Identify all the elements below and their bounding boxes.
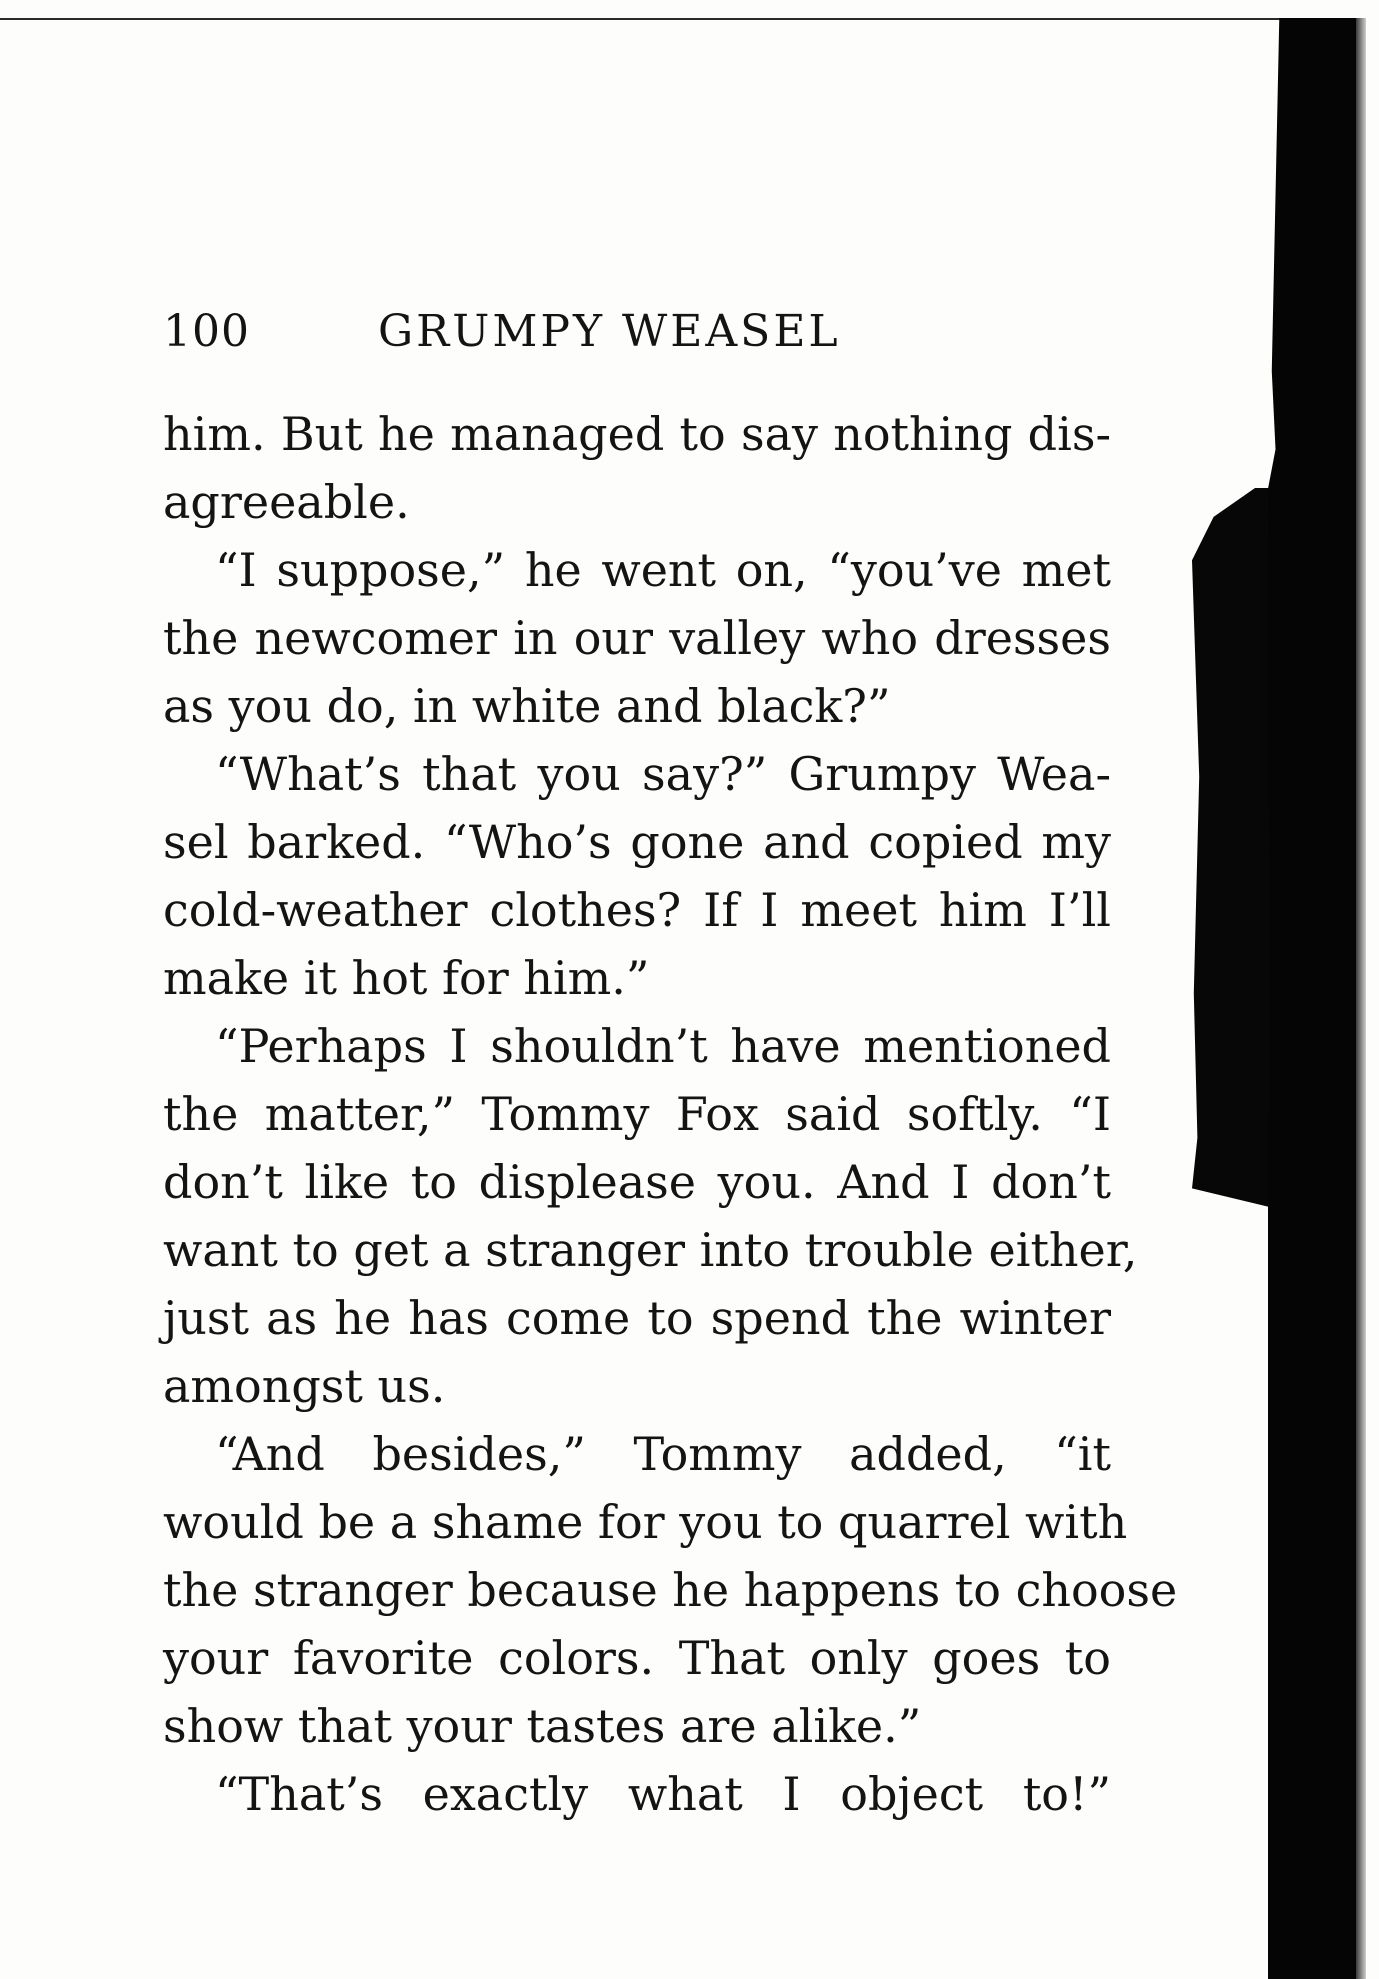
text-line: show that your tastes are alike.” <box>163 1699 922 1753</box>
text-line: “Perhaps I shouldn’t have mentioned <box>215 1019 1111 1073</box>
text-line: “And besides,” Tommy added, “it <box>215 1427 1111 1481</box>
text-line: “That’s exactly what I object to!” <box>215 1767 1111 1821</box>
text-line: amongst us. <box>163 1359 446 1413</box>
text-line: want to get a stranger into trouble either, <box>163 1223 1138 1277</box>
text-line: agreeable. <box>163 475 410 529</box>
text-line: cold-weather clothes? If I meet him I’ll <box>163 883 1111 937</box>
text-line: the newcomer in our valley who dresses <box>163 611 1111 665</box>
text-line: as you do, in white and black?” <box>163 679 891 733</box>
running-head <box>163 302 1123 362</box>
text-line: “What’s that you say?” Grumpy Wea- <box>215 747 1111 801</box>
text-line: would be a shame for you to quarrel with <box>163 1495 1128 1549</box>
body-text <box>163 400 1178 1828</box>
text-line: the matter,” Tommy Fox said softly. “I <box>163 1087 1111 1141</box>
text-line: just as he has come to spend the winter <box>163 1291 1111 1345</box>
text-line: “I suppose,” he went on, “you’ve met <box>215 543 1111 597</box>
text-line: sel barked. “Who’s gone and copied my <box>163 815 1111 869</box>
text-line: your favorite colors. That only goes to <box>163 1631 1111 1685</box>
page-top-rule <box>0 18 1355 20</box>
binding-edge <box>1356 18 1366 1979</box>
binding-gutter <box>1268 18 1362 1979</box>
page-number: 100 <box>163 306 250 357</box>
text-line: make it hot for him.” <box>163 951 650 1005</box>
text-line: the stranger because he happens to choose <box>163 1563 1178 1617</box>
text-line: don’t like to displease you. And I don’t <box>163 1155 1111 1209</box>
text-line: him. But he managed to say nothing dis- <box>163 407 1111 461</box>
book-title: GRUMPY WEASEL <box>378 306 841 357</box>
